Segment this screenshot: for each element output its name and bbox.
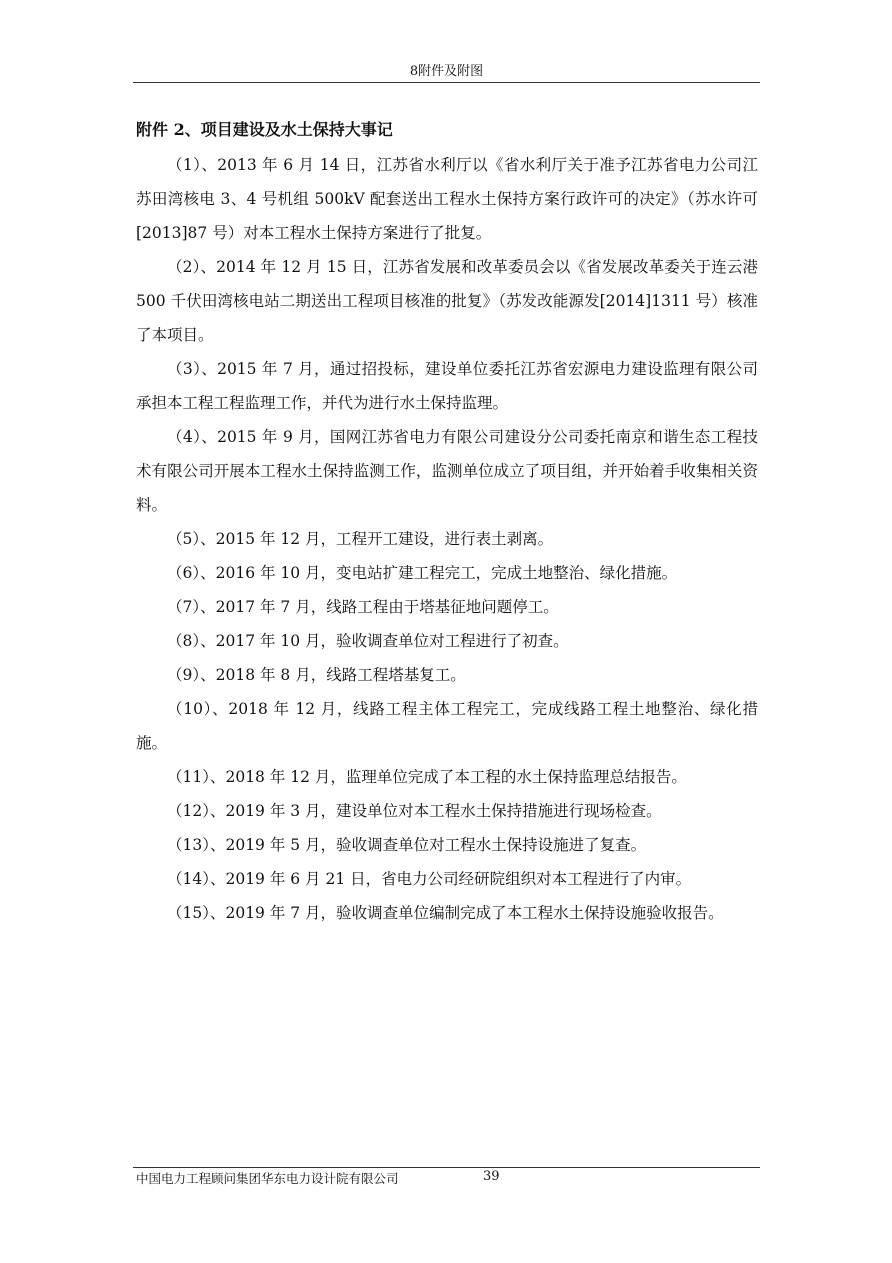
event-item-4: （4）、2015 年 9 月，国网江苏省电力有限公司建设分公司委托南京和谐生态工程技术有限公司开展本工程水土保持监测工作，监测单位成立了项目组，并开始着手收集相关资料。 [136,428,758,514]
event-item-11: （11）、2018 年 12 月，监理单位完成了本工程的水土保持监理总结报告。 [167,768,687,786]
footer-divider [133,1167,760,1168]
page-number: 39 [483,1169,500,1184]
header-divider [133,82,760,83]
footer-organization: 中国电力工程顾问集团华东电力设计院有限公司 [136,1171,399,1186]
event-item-2: （2）、2014 年 12 月 15 日，江苏省发展和改革委员会以《省发展改革委关于连云港 500 千伏田湾核电站二期送出工程项目核准的批复》（苏发改能源发[2014]1311 号）核准了本项目。 [136,258,758,344]
event-item-7: （7）、2017 年 7 月，线路工程由于塔基征地问题停工。 [167,598,559,616]
event-item-9: （9）、2018 年 8 月，线路工程塔基复工。 [167,666,466,684]
event-item-13: （13）、2019 年 5 月，验收调查单位对工程水土保持设施进了复查。 [167,836,647,854]
event-item-12: （12）、2019 年 3 月，建设单位对本工程水土保持措施进行现场检查。 [167,802,662,820]
event-item-3: （3）、2015 年 7 月，通过招投标，建设单位委托江苏省宏源电力建设监理有限公司承担本工程工程监理工作，并代为进行水土保持监理。 [136,360,758,412]
event-item-15: （15）、2019 年 7 月，验收调查单位编制完成了本工程水土保持设施验收报告。 [167,904,724,922]
event-item-10: （10）、2018 年 12 月，线路工程主体工程完工，完成线路工程土地整治、绿化措施。 [136,700,758,752]
event-item-14: （14）、2019 年 6 月 21 日，省电力公司经研院组织对本工程进行了内审。 [167,870,692,888]
page-header-title: 8附件及附图 [409,64,484,79]
event-item-6: （6）、2016 年 10 月，变电站扩建工程完工，完成土地整治、绿化措施。 [167,564,678,582]
event-item-8: （8）、2017 年 10 月，验收调查单位对工程进行了初查。 [167,632,569,650]
event-item-1: （1）、2013 年 6 月 14 日，江苏省水利厅以《省水利厅关于准予江苏省电力公司江苏田湾核电 3、4 号机组 500kV 配套送出工程水土保持方案行政许可的决定》（苏水许可[2013]87 号）对本工程水土保持方案进行了批复。 [136,156,758,242]
section-title: 附件 2、项目建设及水土保持大事记 [136,120,393,139]
document-body [136,117,758,930]
event-item-5: （5）、2015 年 12 月，工程开工建设，进行表土剥离。 [167,530,554,548]
